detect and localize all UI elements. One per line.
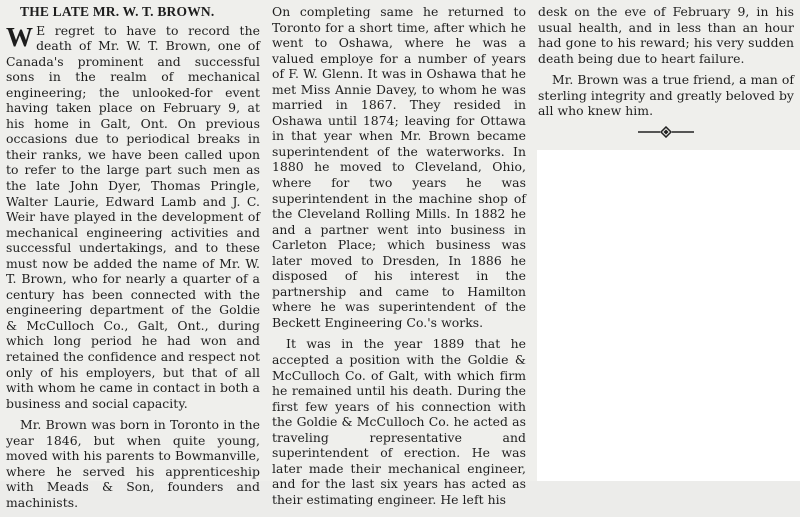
diamond-ornament-icon <box>636 126 696 138</box>
paragraph-4: It was in the year 1889 that he accepted a position with the Goldie & McCulloch Co. of Galt, with which firm he remained until his death. During the first few years of his connection with the Goldie & McCulloch Co. he acted as traveling representative and superintendent of erection. He was later made their mechanical engineer, and for the last six years has acted as their estimating engineer. He left his <box>272 336 526 507</box>
paragraph-1 <box>6 23 260 412</box>
diamond-rule-ornament <box>538 125 794 139</box>
paragraph-3: On completing same he returned to Toronto for a short time, after which he went to Oshawa, where he was a valued employe for a number of years of F. W. Glenn. It was in Oshawa that he met Miss Annie Davey, to whom he was married in 1867. They resided in Oshawa until 1874; leaving for Ottawa in that year when Mr. Brown became superintendent of the waterworks. In 1880 he moved to Cleveland, Ohio, where for two years he was superintendent in the machine shop of the Cleveland Rolling Mills. In 1882 he and a partner went into business in Carleton Place; which business was later moved to Dresden, In 1886 he disposed of his interest in the partnership and came to Hamilton where he was superintendent of the Beckett Engineering Co.'s works. <box>272 4 526 330</box>
column-2 <box>272 4 526 514</box>
paragraph-1-text: E regret to have to record the death of Mr. W. T. Brown, one of Canada's prominent and successful sons in the realm of mechanical engineering; the unlooked-for event having taken place on February 9, at his home in Galt, Ont. On previous occasions due to periodical breaks in their ranks, we have been called upon to refer to the large part such men as the late John Dyer, Thomas Pringle, Walter Laurie, Edward Lamb and J. C. Weir have played in the development of mechanical engineering activities and successful undertakings, and to these must now be added the name of Mr. W. T. Brown, who for nearly a quarter of a century has been connected with the engineering department of the Goldie & McCulloch Co., Galt, Ont., during which long period he had won and retained the confidence and respect not only of his employers, but that of all with whom he came in contact in both a business and social capacity. <box>6 22 260 411</box>
drop-cap: W <box>6 21 34 52</box>
paragraph-6: Mr. Brown was a true friend, a man of sterling integrity and greatly beloved by all who knew him. <box>538 72 794 119</box>
paragraph-5: desk on the eve of February 9, in his usual health, and in less than an hour had gone to his reward; his very sudden death being due to heart failure. <box>538 4 794 66</box>
column-3 <box>538 4 794 139</box>
blank-area <box>537 150 800 481</box>
paragraph-2: Mr. Brown was born in Toronto in the year 1846, but when quite young, moved with his parents to Bowmanville, where he served his apprenticeship with Meads & Son, founders and machinists. <box>6 417 260 510</box>
article-headline: THE LATE MR. W. T. BROWN. <box>20 4 215 19</box>
column-1 <box>6 4 260 517</box>
